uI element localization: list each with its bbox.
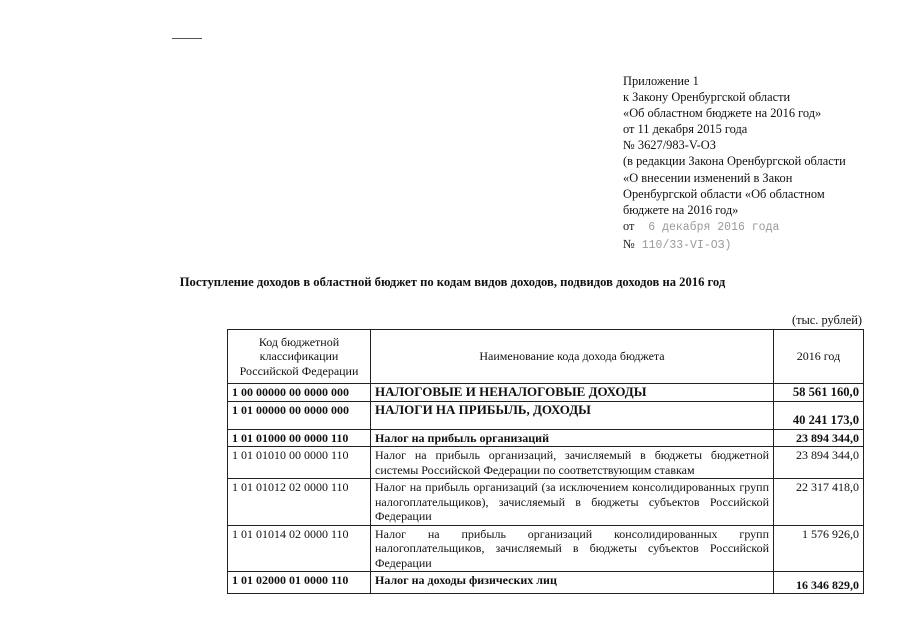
table-row [228,384,864,402]
row-amount: 1 576 926,0 [774,525,864,572]
row-code: 1 01 01014 02 0000 110 [228,525,371,572]
table-row [228,479,864,526]
table-header-row [228,330,864,384]
appendix-line: Оренбургской области «Об областном [623,186,825,201]
revenue-table [227,329,864,594]
table-row [228,572,864,594]
table-row [228,429,864,447]
appendix-line: к Закону Оренбургской области [623,90,791,105]
row-code: 1 00 00000 00 0000 000 [228,384,371,402]
amendment-number-line [623,236,863,254]
appendix-line: бюджете на 2016 год» [623,202,739,217]
row-code: 1 01 01012 02 0000 110 [228,479,371,526]
units-label: (тыс. рублей) [791,313,862,327]
appendix-line: от 11 декабря 2015 года [623,122,748,137]
table-row [228,525,864,572]
table-row [228,447,864,479]
row-code: 1 01 01010 00 0000 110 [228,447,371,479]
row-name: Налог на прибыль организаций консолидированных групп налогоплательщиков, зачисляемый в бюджеты субъектов Российской Федерации [371,525,774,572]
appendix-line: Приложение 1 [623,74,699,88]
amendment-date: 6 декабря 2016 года [648,220,780,234]
top-dash-mark [172,38,202,39]
row-name: НАЛОГИ НА ПРИБЫЛЬ, ДОХОДЫ [371,401,774,429]
row-name: Налог на прибыль организаций [371,429,774,447]
row-code: 1 01 01000 00 0000 110 [228,429,371,447]
appendix-line: «Об областном бюджете на 2016 год» [623,106,822,121]
row-amount: 23 894 344,0 [774,447,864,479]
row-amount: 40 241 173,0 [774,401,864,429]
amendment-number: 110/33-VI-ОЗ) [641,238,732,252]
amendment-date-line [623,218,863,236]
row-amount: 23 894 344,0 [774,429,864,447]
row-amount: 22 317 418,0 [774,479,864,526]
row-name: Налог на прибыль организаций, зачисляемый в бюджеты бюджетной системы Российской Федерации по соответствующим ставкам [371,447,774,479]
amendment-number-prefix: № [623,236,635,251]
amendment-date-prefix: от [623,218,635,233]
table-row [228,401,864,429]
row-name: Налог на доходы физических лиц [371,572,774,594]
document-title: Поступление доходов в областной бюджет по кодам видов доходов, подвидов доходов на 2016 год [179,275,726,289]
row-amount: 58 561 160,0 [774,384,864,402]
appendix-line: № 3627/983-V-ОЗ [623,138,716,153]
appendix-line: «О внесении изменений в Закон [623,170,793,185]
row-code: 1 01 02000 01 0000 110 [228,572,371,594]
header-code: Код бюджетной классификации Российской Федерации [228,330,371,384]
header-name: Наименование кода дохода бюджета [371,330,774,384]
appendix-header [623,73,863,254]
header-year: 2016 год [774,330,864,384]
row-name: Налог на прибыль организаций (за исключением консолидированных групп налогоплательщиков), зачисляемый в бюджеты субъектов Российской Федерации [371,479,774,526]
row-amount: 16 346 829,0 [774,572,864,594]
appendix-line: (в редакции Закона Оренбургской области [623,154,846,169]
row-code: 1 01 00000 00 0000 000 [228,401,371,429]
row-name: НАЛОГОВЫЕ И НЕНАЛОГОВЫЕ ДОХОДЫ [371,384,774,402]
